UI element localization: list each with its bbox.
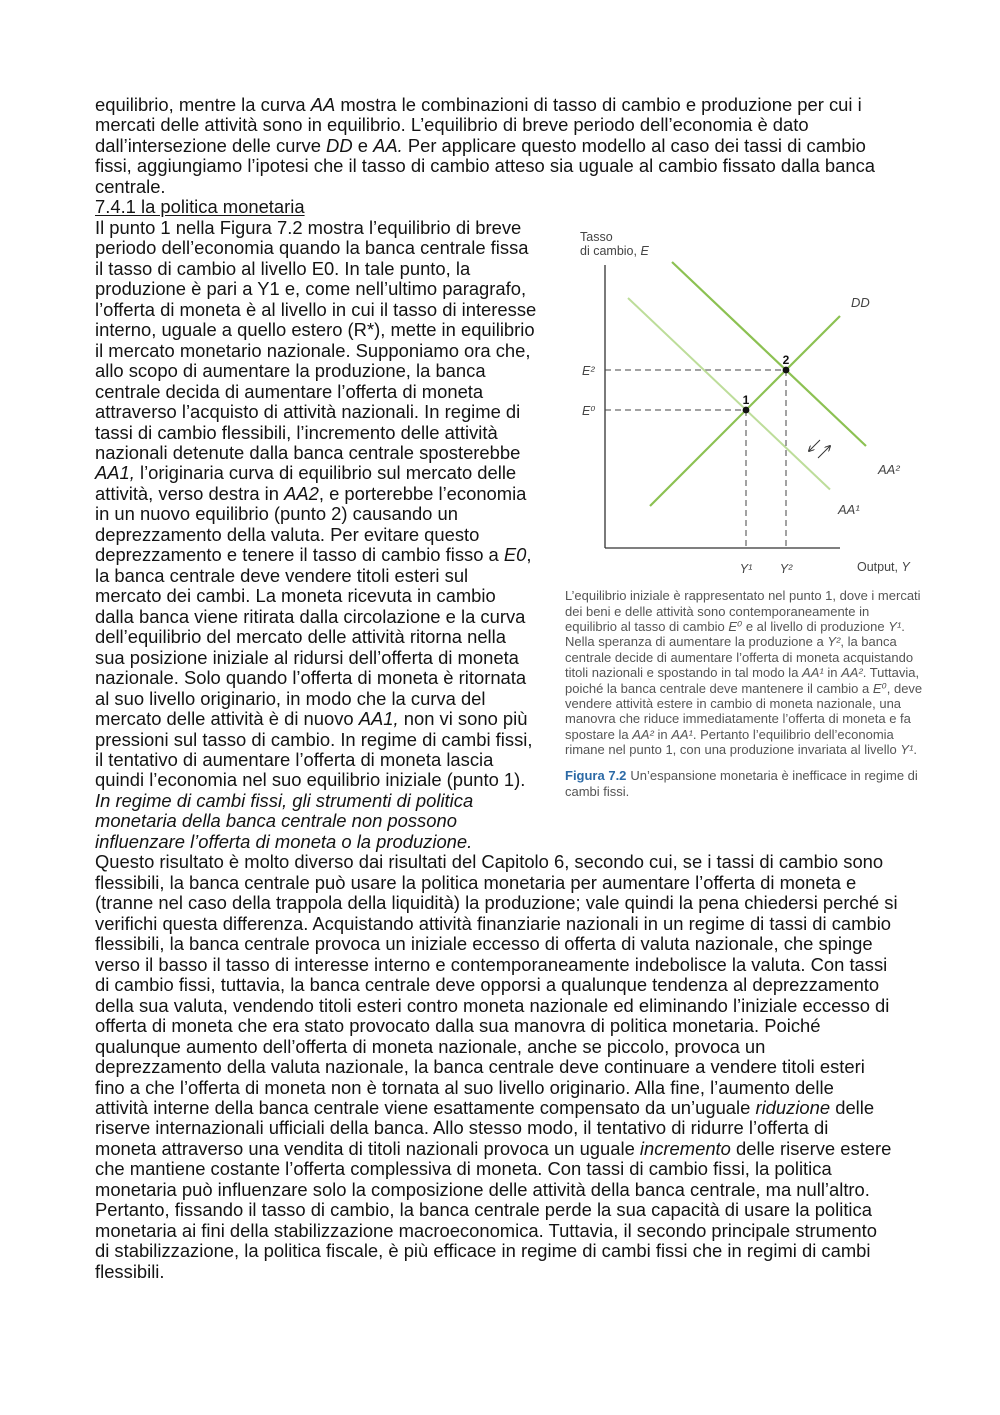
text-run: interno, uguale a quello estero (R*), mette in equilibrio [95,319,535,341]
text-run: dalla banca viene ritirata dalla circolazione e la curva [95,605,526,627]
text-run: . [913,742,917,758]
text-run: vendere attività estere in cambio di moneta nazionale, una [565,696,902,712]
italic-run: AA2 [284,482,319,504]
text-run: verifichi questa differenza. Acquistando attività finanziarie nazionali in un regime di tassi di cambio [95,912,892,934]
text-line [95,1016,975,1036]
text-line [95,1221,975,1241]
curve-label-dd: DD [851,295,870,310]
text-run: , e porterebbe l’economia [318,482,527,504]
text-run: , la banca [840,634,897,650]
text-run: Nella speranza di aumentare la produzione a [565,634,828,650]
text-run: . [901,619,905,635]
figure-title-line [565,784,937,799]
text-run: nazionale. Solo quando l’offerta di moneta è ritornata [95,667,527,689]
shift-arrow-down-left [809,440,820,451]
italic-run: E0 [503,544,527,566]
caption-line [565,742,937,757]
text-run: flessibili, la banca centrale provoca un iniziale eccesso di offerta di valuta nazionale, che spinge [95,933,873,955]
tick-label-e2: E² [582,364,595,378]
caption-line [565,588,937,603]
text-line [95,1159,975,1179]
caption-line [565,665,937,680]
text-run: spostare la [565,726,633,742]
text-line [95,1078,975,1098]
point-label-2: 2 [782,353,790,367]
caption-line [565,619,937,634]
caption-line [565,711,937,726]
text-run: L’equilibrio iniziale è rappresentato nel punto 1, dove i mercati [565,588,921,604]
text-line [95,1200,975,1220]
text-run: deprezzamento della valuta. Per evitare questo [95,523,480,545]
section-heading-line [95,197,975,217]
text-run: . Pertanto l’equilibrio dell’economia [692,726,894,742]
text-run: il mercato monetario nazionale. Supponiamo ora che, [95,339,531,361]
text-line [95,177,975,197]
curve-label-aa1: AA¹ [838,502,860,517]
italic-run: In regime di cambi fissi, gli strumenti di politica [95,789,474,811]
shift-arrow-up-right [818,446,830,458]
italic-run: Y¹ [888,619,902,635]
text-line [95,156,975,176]
text-line [95,832,975,852]
text-run: attività interne della banca centrale viene esattamente compensato da un’uguale [95,1096,756,1118]
italic-run: riduzione [755,1096,831,1118]
text-run: mercato dei cambi. La moneta ricevuta in cambio [95,585,496,607]
curve-label-aa2: AA² [878,462,900,477]
text-line [95,996,975,1016]
text-run: tassi di cambio flessibili, l’incremento delle attività [95,421,498,443]
caption-line [565,696,937,711]
text-run: deprezzamento e tenere il tasso di cambio fisso a [95,544,504,566]
text-line [95,1262,975,1282]
text-line [95,1098,975,1118]
text-run: quindi l’economia nel suo equilibrio iniziale (punto 1). [95,769,526,791]
text-run: mostra le combinazioni di tasso di cambio e produzione per cui i [335,94,862,115]
italic-run: influenzare l’offerta di moneta o la produzione. [95,830,473,852]
text-run: Questo risultato è molto diverso dai risultati del Capitolo 6, secondo cui, se i tassi di cambio sono [95,851,884,873]
figure-title-line [565,768,937,783]
text-run: in [653,726,672,742]
italic-run: AA² [632,726,654,742]
figure-number: Figura 7.2 [565,768,627,784]
text-run: poiché la banca centrale deve mantenere il cambio a [565,680,873,696]
text-run: dei beni e delle attività sono contemporaneamente in [565,603,870,619]
aa1-curve [628,298,830,490]
italic-run: incremento [639,1137,731,1159]
y-axis-label-line2 [580,244,649,258]
text-line [95,934,975,954]
text-run: centrale. [95,175,166,197]
text-run: di cambio fissi, tuttavia, la banca centrale deve opporsi a qualunque tendenza al deprezzamento [95,974,880,996]
text-run: che mantiene costante l’offerta complessiva di moneta. Con tassi di cambio fissi, la politica [95,1158,832,1180]
text-line [95,852,975,872]
tick-label-y1: Y¹ [739,562,753,576]
text-run: sua posizione iniziale al ridursi dell’offerta di moneta [95,646,519,668]
text-run: deprezzamento della valuta nazionale, la banca centrale deve continuare a vendere titoli esteri [95,1056,865,1078]
text-run: e al livello di produzione [742,619,889,635]
italic-run: E⁰ [872,680,887,696]
italic-run: DD [326,134,353,156]
equilibrium-point-1 [743,407,750,414]
text-run: di stabilizzazione, la politica fiscale, è più efficace in regime di cambi fissi che in regimi di cambi [95,1240,871,1262]
italic-run: AA¹ [802,665,824,681]
text-run: non vi sono più [398,708,528,730]
caption-line [565,681,937,696]
x-axis-label [857,560,911,574]
text-run: attraverso l’acquisto di attività nazionali. In regime di [95,401,521,423]
text-run: delle [830,1096,875,1118]
caption-line [565,650,937,665]
text-line [95,1139,975,1159]
text-run: riserve internazionali ufficiali della banca. Allo stesso modo, il tentativo di ridurre l’offerta di [95,1117,829,1139]
text-run: centrale decida di aumentare l’offerta di moneta [95,380,484,402]
y-axis-variable: E [640,244,649,258]
text-run: (tranne nel caso della trappola della liquidità) la produzione; vale quindi la pena chiedersi perché si [95,892,898,914]
italic-run: Y¹ [900,742,914,758]
text-line [95,914,975,934]
text-run: verso il basso il tasso di interesse interno e contemporaneamente indebolisce la valuta. Con tassi [95,953,888,975]
text-run: in un nuovo equilibrio (punto 2) causando un [95,503,458,525]
text-line [95,975,975,995]
text-run: l’originaria curva di equilibrio sul mercato delle [134,462,517,484]
text-line [95,95,975,115]
y-axis-label-text: di cambio, [580,244,641,258]
text-run: l’offerta di moneta è al livello in cui il tasso di interesse [95,298,537,320]
figure-title [565,768,937,799]
text-run: offerta di moneta che era stato provocato dalla sua manovra di politica monetaria. Poiché [95,1015,821,1037]
italic-run: Y² [827,634,841,650]
text-run: periodo dell’economia quando la banca centrale fissa [95,237,529,259]
text-line [95,1180,975,1200]
text-line [95,115,975,135]
paragraph-comparison [95,852,975,1282]
text-run: equilibrio, mentre la curva [95,94,311,115]
caption-line [565,604,937,619]
text-run: Pertanto, fissando il tasso di cambio, la banca centrale perde la sua capacità di usare la politica [95,1199,872,1221]
italic-run: E⁰ [728,619,743,635]
text-run: dall’intersezione delle curve [95,134,327,156]
text-line [95,1057,975,1077]
text-run: il tentativo di aumentare l’offerta di moneta lascia [95,749,494,770]
tick-label-e0: E⁰ [582,404,596,418]
text-run: equilibrio al tasso di cambio [565,619,729,635]
italic-run: monetaria della banca centrale non possono [95,810,457,832]
text-run: Il punto 1 nella Figura 7.2 mostra l’equilibrio di breve [95,216,522,238]
text-line [95,136,975,156]
caption-line [565,727,937,742]
text-run: qualunque aumento dell’offerta di moneta nazionale, anche se piccolo, provoca un [95,1035,766,1057]
text-run: nazionali detenute dalla banca centrale sposterebbe [95,441,521,463]
paragraph-intro [95,95,975,197]
italic-run: AA1, [95,462,135,484]
y-axis-label-line1: Tasso [580,230,613,244]
text-run: la banca centrale deve vendere titoli esteri sul [95,564,469,586]
figure-title-text: Un’espansione monetaria è inefficace in regime di [630,768,918,784]
text-run: . Tuttavia, [862,665,920,681]
figure-caption [565,588,937,757]
text-run: al suo livello originario, in modo che la curva del [95,687,486,709]
text-run: flessibili, la banca centrale può usare la politica monetaria per aumentare l’offerta di moneta e [95,871,857,893]
text-run: rimane nel punto 1, con una produzione invariata al livello [565,742,901,758]
text-run: manovra che riduce immediatamente l’offerta di moneta e fa [565,711,911,727]
text-run: moneta attraverso una vendita di titoli nazionali provoca un uguale [95,1137,640,1159]
italic-run: AA² [841,665,863,681]
text-run: dell’equilibrio del mercato delle attività ritorna nella [95,626,506,648]
text-line [95,873,975,893]
x-axis-label-text: Output, [857,560,902,574]
text-run: pressioni sul tasso di cambio. In regime di cambi fissi, [95,728,533,750]
text-run: monetaria ai fini della stabilizzazione macroeconomica. Tuttavia, il secondo principale strumento [95,1219,877,1241]
text-run: , [526,544,532,566]
figure-title-text: cambi fissi. [565,783,630,799]
italic-run: AA¹ [671,726,693,742]
italic-run: AA1, [358,708,399,730]
equilibrium-point-2 [783,367,790,374]
text-run: fissi, aggiungiamo l’ipotesi che il tasso di cambio atteso sia uguale al cambio fissato dalla banca [95,155,875,177]
tick-label-y2: Y² [779,562,793,576]
section-heading: 7.4.1 la politica monetaria [95,196,305,218]
text-run: Per applicare questo modello al caso dei tassi di cambio [402,134,866,156]
text-run: centrale decide di aumentare l’offerta di moneta acquistando [565,649,914,665]
text-line [95,1241,975,1261]
text-run: fino a che l’offerta di moneta non è tornata al suo livello originario. Alla fine, l’aumento delle [95,1076,834,1098]
text-line [95,955,975,975]
italic-run: AA [310,94,336,115]
text-run: flessibili. [95,1260,165,1282]
exchange-rate-output-diagram [565,225,935,585]
point-label-1: 1 [742,393,750,407]
text-run: e [352,134,374,156]
text-run: , deve [886,680,923,696]
italic-run: AA. [373,134,403,156]
text-line [95,811,975,831]
text-run: titoli nazionali e spostando in tal modo la [565,665,803,681]
text-run: della sua valuta, vendendo titoli esteri contro moneta nazionale ed eliminando l’iniziale eccesso di [95,994,890,1016]
text-line [95,893,975,913]
text-line [95,1118,975,1138]
text-run: monetaria può influenzare solo la composizione delle attività della banca centrale, ma null’altro. [95,1178,870,1200]
text-run: il tasso di cambio al livello E0. In tale punto, la [95,257,471,279]
text-run: delle riserve estere [730,1137,892,1159]
figure-7-2 [565,225,937,805]
aa2-curve [672,262,866,446]
text-run: allo scopo di aumentare la produzione, la banca [95,360,486,382]
text-run: mercati delle attività sono in equilibrio. L’equilibrio di breve periodo dell’economia è dato [95,114,809,136]
x-axis-variable: Y [901,560,910,574]
text-line [95,1037,975,1057]
text-run: in [823,665,842,681]
caption-line [565,634,937,649]
text-run: produzione è pari a Y1 e, come nell’ultimo paragrafo, [95,278,527,300]
text-run: mercato delle attività è di nuovo [95,708,359,730]
text-run: attività, verso destra in [95,482,285,504]
